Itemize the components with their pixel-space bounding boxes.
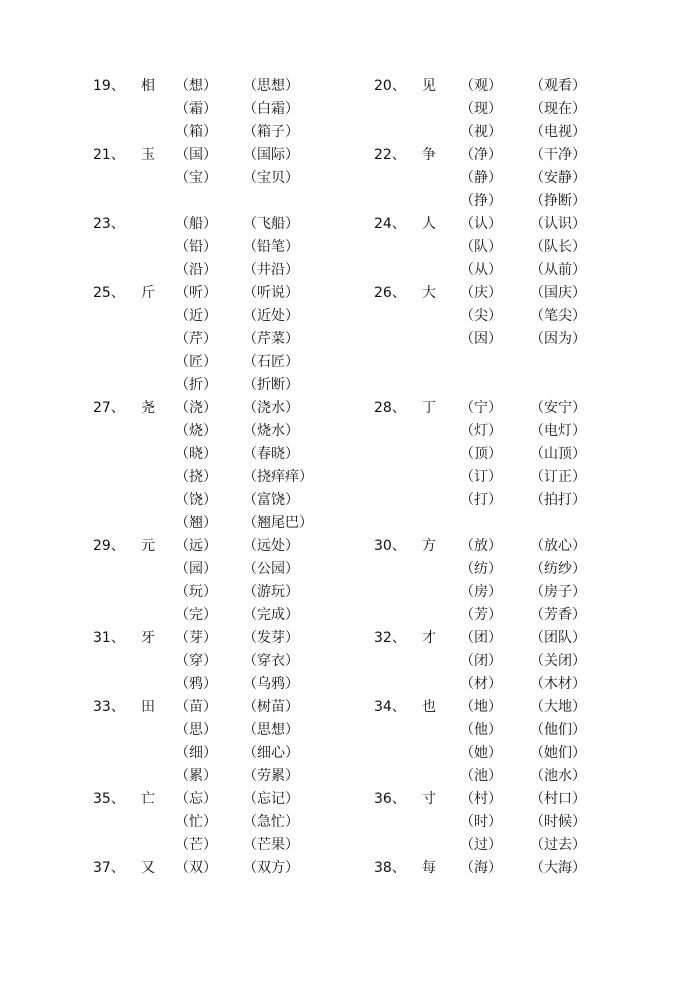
- derived-character: （听）: [175, 285, 217, 301]
- example-word: （大海）: [530, 860, 586, 876]
- example-word: （挠痒痒）: [243, 469, 313, 485]
- character-group: [374, 213, 634, 282]
- group-row: [93, 489, 353, 512]
- example-word: （双方）: [243, 860, 299, 876]
- example-word: （电视）: [530, 124, 586, 140]
- group-number: 36、: [374, 791, 406, 807]
- radical-character: 斤: [141, 285, 155, 301]
- example-word: （纺纱）: [530, 561, 586, 577]
- derived-character: （他）: [460, 722, 502, 738]
- group-number: 30、: [374, 538, 406, 554]
- example-word: （发芽）: [243, 630, 299, 646]
- example-word: （听说）: [243, 285, 299, 301]
- derived-character: （过）: [460, 837, 502, 853]
- group-row: [374, 144, 634, 167]
- example-word: （时候）: [530, 814, 586, 830]
- example-word: （过去）: [530, 837, 586, 853]
- example-word: （国庆）: [530, 285, 586, 301]
- group-row: [374, 443, 634, 466]
- derived-character: （静）: [460, 170, 502, 186]
- example-word: （飞船）: [243, 216, 299, 232]
- group-number: 31、: [93, 630, 125, 646]
- group-row: [93, 213, 353, 236]
- example-word: （干净）: [530, 147, 586, 163]
- character-group: [93, 857, 353, 880]
- group-row: [93, 282, 353, 305]
- example-word: （电灯）: [530, 423, 586, 439]
- example-word: （芳香）: [530, 607, 586, 623]
- derived-character: （苗）: [175, 699, 217, 715]
- group-row: [93, 466, 353, 489]
- example-word: （队长）: [530, 239, 586, 255]
- group-number: 33、: [93, 699, 125, 715]
- derived-character: （地）: [460, 699, 502, 715]
- group-number: 21、: [93, 147, 125, 163]
- group-number: 28、: [374, 400, 406, 416]
- example-word: （井沿）: [243, 262, 299, 278]
- derived-character: （鸦）: [175, 676, 217, 692]
- left-column: [93, 75, 353, 880]
- example-word: （近处）: [243, 308, 299, 324]
- group-row: [374, 627, 634, 650]
- derived-character: （纺）: [460, 561, 502, 577]
- derived-character: （团）: [460, 630, 502, 646]
- example-word: （箱子）: [243, 124, 299, 140]
- derived-character: （挠）: [175, 469, 217, 485]
- example-word: （树苗）: [243, 699, 299, 715]
- derived-character: （霜）: [175, 101, 217, 117]
- derived-character: （船）: [175, 216, 217, 232]
- example-word: （劳累）: [243, 768, 299, 784]
- example-word: （忘记）: [243, 791, 299, 807]
- group-row: [374, 236, 634, 259]
- derived-character: （玩）: [175, 584, 217, 600]
- example-word: （村口）: [530, 791, 586, 807]
- group-row: [93, 834, 353, 857]
- example-word: （宝贝）: [243, 170, 299, 186]
- character-group: [374, 282, 634, 397]
- derived-character: （近）: [175, 308, 217, 324]
- derived-character: （海）: [460, 860, 502, 876]
- radical-character: 也: [422, 699, 436, 715]
- radical-character: 大: [422, 285, 436, 301]
- group-row: [93, 811, 353, 834]
- example-word: （因为）: [530, 331, 586, 347]
- group-row: [374, 489, 634, 512]
- group-row: [93, 351, 353, 374]
- character-group: [93, 213, 353, 282]
- group-number: 34、: [374, 699, 406, 715]
- derived-character: （远）: [175, 538, 217, 554]
- group-row: [93, 742, 353, 765]
- group-row: [374, 535, 634, 558]
- example-word: （芒果）: [243, 837, 299, 853]
- example-word: （拍打）: [530, 492, 586, 508]
- group-row: [93, 121, 353, 144]
- example-word: （池水）: [530, 768, 586, 784]
- right-column: [374, 75, 634, 880]
- group-row: [93, 259, 353, 282]
- group-row: [93, 374, 353, 397]
- group-row: [93, 75, 353, 98]
- group-number: 22、: [374, 147, 406, 163]
- radical-character: 见: [422, 78, 436, 94]
- derived-character: （打）: [460, 492, 502, 508]
- group-row: [374, 305, 634, 328]
- group-row: [93, 857, 353, 880]
- character-group: [374, 696, 634, 788]
- example-word: （订正）: [530, 469, 586, 485]
- group-row: [93, 397, 353, 420]
- group-row: [374, 75, 634, 98]
- derived-character: （完）: [175, 607, 217, 623]
- group-row: [93, 581, 353, 604]
- character-group: [374, 857, 634, 880]
- character-group: [93, 75, 353, 144]
- group-row: [374, 834, 634, 857]
- derived-character: （宁）: [460, 400, 502, 416]
- derived-character: （村）: [460, 791, 502, 807]
- group-row: [374, 466, 634, 489]
- group-number: 35、: [93, 791, 125, 807]
- character-group: [374, 535, 634, 627]
- example-word: （现在）: [530, 101, 586, 117]
- example-word: （芹菜）: [243, 331, 299, 347]
- example-word: （团队）: [530, 630, 586, 646]
- radical-character: 田: [141, 699, 155, 715]
- derived-character: （认）: [460, 216, 502, 232]
- example-word: （大地）: [530, 699, 586, 715]
- derived-character: （园）: [175, 561, 217, 577]
- group-row: [93, 788, 353, 811]
- group-row: [374, 121, 634, 144]
- group-row: [93, 98, 353, 121]
- derived-character: （箱）: [175, 124, 217, 140]
- radical-character: 牙: [141, 630, 155, 646]
- derived-character: （烧）: [175, 423, 217, 439]
- derived-character: （芒）: [175, 837, 217, 853]
- group-row: [374, 420, 634, 443]
- derived-character: （晓）: [175, 446, 217, 462]
- character-group: [93, 144, 353, 213]
- group-number: 32、: [374, 630, 406, 646]
- example-word: （春晓）: [243, 446, 299, 462]
- radical-character: 又: [141, 860, 155, 876]
- example-word: （乌鸦）: [243, 676, 299, 692]
- group-row: [93, 696, 353, 719]
- group-row: [93, 305, 353, 328]
- derived-character: （忘）: [175, 791, 217, 807]
- group-number: 37、: [93, 860, 125, 876]
- derived-character: （净）: [460, 147, 502, 163]
- group-row: [374, 581, 634, 604]
- example-word: （折断）: [243, 377, 299, 393]
- derived-character: （国）: [175, 147, 217, 163]
- radical-character: 寸: [422, 791, 436, 807]
- group-number: 23、: [93, 216, 125, 232]
- derived-character: （闭）: [460, 653, 502, 669]
- example-word: （国际）: [243, 147, 299, 163]
- character-group: [93, 397, 353, 535]
- derived-character: （饶）: [175, 492, 217, 508]
- group-row: [374, 190, 634, 213]
- example-word: （烧水）: [243, 423, 299, 439]
- group-row: [374, 696, 634, 719]
- group-row: [374, 788, 634, 811]
- derived-character: （观）: [460, 78, 502, 94]
- derived-character: （订）: [460, 469, 502, 485]
- example-word: （认识）: [530, 216, 586, 232]
- example-word: （从前）: [530, 262, 586, 278]
- character-group: [374, 75, 634, 144]
- derived-character: （累）: [175, 768, 217, 784]
- derived-character: （芽）: [175, 630, 217, 646]
- derived-character: （放）: [460, 538, 502, 554]
- group-row: [93, 627, 353, 650]
- derived-character: （因）: [460, 331, 502, 347]
- group-row: [93, 719, 353, 742]
- example-word: （挣断）: [530, 193, 586, 209]
- group-row: [374, 282, 634, 305]
- derived-character: （视）: [460, 124, 502, 140]
- example-word: （观看）: [530, 78, 586, 94]
- derived-character: （队）: [460, 239, 502, 255]
- group-row: [374, 374, 634, 397]
- derived-character: （思）: [175, 722, 217, 738]
- derived-character: （她）: [460, 745, 502, 761]
- character-group: [93, 282, 353, 397]
- example-word: （富饶）: [243, 492, 299, 508]
- group-row: [93, 328, 353, 351]
- group-row: [93, 558, 353, 581]
- derived-character: （池）: [460, 768, 502, 784]
- group-row: [93, 236, 353, 259]
- character-group: [374, 788, 634, 857]
- group-row: [374, 213, 634, 236]
- group-row: [93, 144, 353, 167]
- radical-character: 相: [141, 78, 155, 94]
- group-row: [374, 328, 634, 351]
- derived-character: （时）: [460, 814, 502, 830]
- character-group: [93, 535, 353, 627]
- radical-character: 亡: [141, 791, 155, 807]
- derived-character: （折）: [175, 377, 217, 393]
- example-word: （急忙）: [243, 814, 299, 830]
- radical-character: 争: [422, 147, 436, 163]
- group-row: [374, 98, 634, 121]
- group-number: 20、: [374, 78, 406, 94]
- character-group: [374, 144, 634, 213]
- derived-character: （芹）: [175, 331, 217, 347]
- derived-character: （匠）: [175, 354, 217, 370]
- group-row: [93, 765, 353, 788]
- group-number: 19、: [93, 78, 125, 94]
- group-number: 26、: [374, 285, 406, 301]
- derived-character: （灯）: [460, 423, 502, 439]
- character-group: [93, 696, 353, 788]
- example-word: （石匠）: [243, 354, 299, 370]
- radical-character: 尧: [141, 400, 155, 416]
- derived-character: （翘）: [175, 515, 217, 531]
- group-row: [93, 190, 353, 213]
- derived-character: （现）: [460, 101, 502, 117]
- derived-character: （顶）: [460, 446, 502, 462]
- derived-character: （庆）: [460, 285, 502, 301]
- example-word: （完成）: [243, 607, 299, 623]
- radical-character: 方: [422, 538, 436, 554]
- group-row: [374, 167, 634, 190]
- example-word: （铅笔）: [243, 239, 299, 255]
- derived-character: （忙）: [175, 814, 217, 830]
- group-row: [374, 742, 634, 765]
- example-word: （公园）: [243, 561, 299, 577]
- example-word: （安静）: [530, 170, 586, 186]
- derived-character: （芳）: [460, 607, 502, 623]
- example-word: （房子）: [530, 584, 586, 600]
- radical-character: 玉: [141, 147, 155, 163]
- group-row: [93, 535, 353, 558]
- character-group: [93, 627, 353, 696]
- example-word: （笔尖）: [530, 308, 586, 324]
- example-word: （木材）: [530, 676, 586, 692]
- example-word: （他们）: [530, 722, 586, 738]
- example-word: （安宁）: [530, 400, 586, 416]
- group-row: [93, 167, 353, 190]
- derived-character: （穿）: [175, 653, 217, 669]
- example-word: （细心）: [243, 745, 299, 761]
- group-row: [93, 650, 353, 673]
- derived-character: （细）: [175, 745, 217, 761]
- group-row: [374, 351, 634, 374]
- derived-character: （浇）: [175, 400, 217, 416]
- group-row: [374, 650, 634, 673]
- example-word: （山顶）: [530, 446, 586, 462]
- group-row: [374, 857, 634, 880]
- group-row: [374, 604, 634, 627]
- example-word: （思想）: [243, 78, 299, 94]
- example-word: （穿衣）: [243, 653, 299, 669]
- group-row: [93, 604, 353, 627]
- group-row: [93, 420, 353, 443]
- derived-character: （挣）: [460, 193, 502, 209]
- derived-character: （尖）: [460, 308, 502, 324]
- radical-character: 元: [141, 538, 155, 554]
- derived-character: （宝）: [175, 170, 217, 186]
- group-row: [93, 673, 353, 696]
- derived-character: （材）: [460, 676, 502, 692]
- group-row: [374, 512, 634, 535]
- example-word: （翘尾巴）: [243, 515, 313, 531]
- example-word: （白霜）: [243, 101, 299, 117]
- group-row: [93, 512, 353, 535]
- example-word: （关闭）: [530, 653, 586, 669]
- group-row: [374, 397, 634, 420]
- group-number: 25、: [93, 285, 125, 301]
- radical-character: 每: [422, 860, 436, 876]
- example-word: （她们）: [530, 745, 586, 761]
- group-row: [374, 259, 634, 282]
- derived-character: （铅）: [175, 239, 217, 255]
- character-group: [93, 788, 353, 857]
- character-group: [374, 627, 634, 696]
- group-row: [374, 811, 634, 834]
- group-row: [93, 443, 353, 466]
- group-number: 38、: [374, 860, 406, 876]
- character-group: [374, 397, 634, 535]
- example-word: （浇水）: [243, 400, 299, 416]
- derived-character: （双）: [175, 860, 217, 876]
- derived-character: （沿）: [175, 262, 217, 278]
- radical-character: 人: [422, 216, 436, 232]
- group-row: [374, 765, 634, 788]
- radical-character: 丁: [422, 400, 436, 416]
- example-word: （放心）: [530, 538, 586, 554]
- group-number: 29、: [93, 538, 125, 554]
- example-word: （思想）: [243, 722, 299, 738]
- group-row: [374, 719, 634, 742]
- group-row: [374, 673, 634, 696]
- group-row: [374, 558, 634, 581]
- derived-character: （想）: [175, 78, 217, 94]
- derived-character: （房）: [460, 584, 502, 600]
- derived-character: （从）: [460, 262, 502, 278]
- radical-character: 才: [422, 630, 436, 646]
- example-word: （远处）: [243, 538, 299, 554]
- group-number: 24、: [374, 216, 406, 232]
- group-number: 27、: [93, 400, 125, 416]
- example-word: （游玩）: [243, 584, 299, 600]
